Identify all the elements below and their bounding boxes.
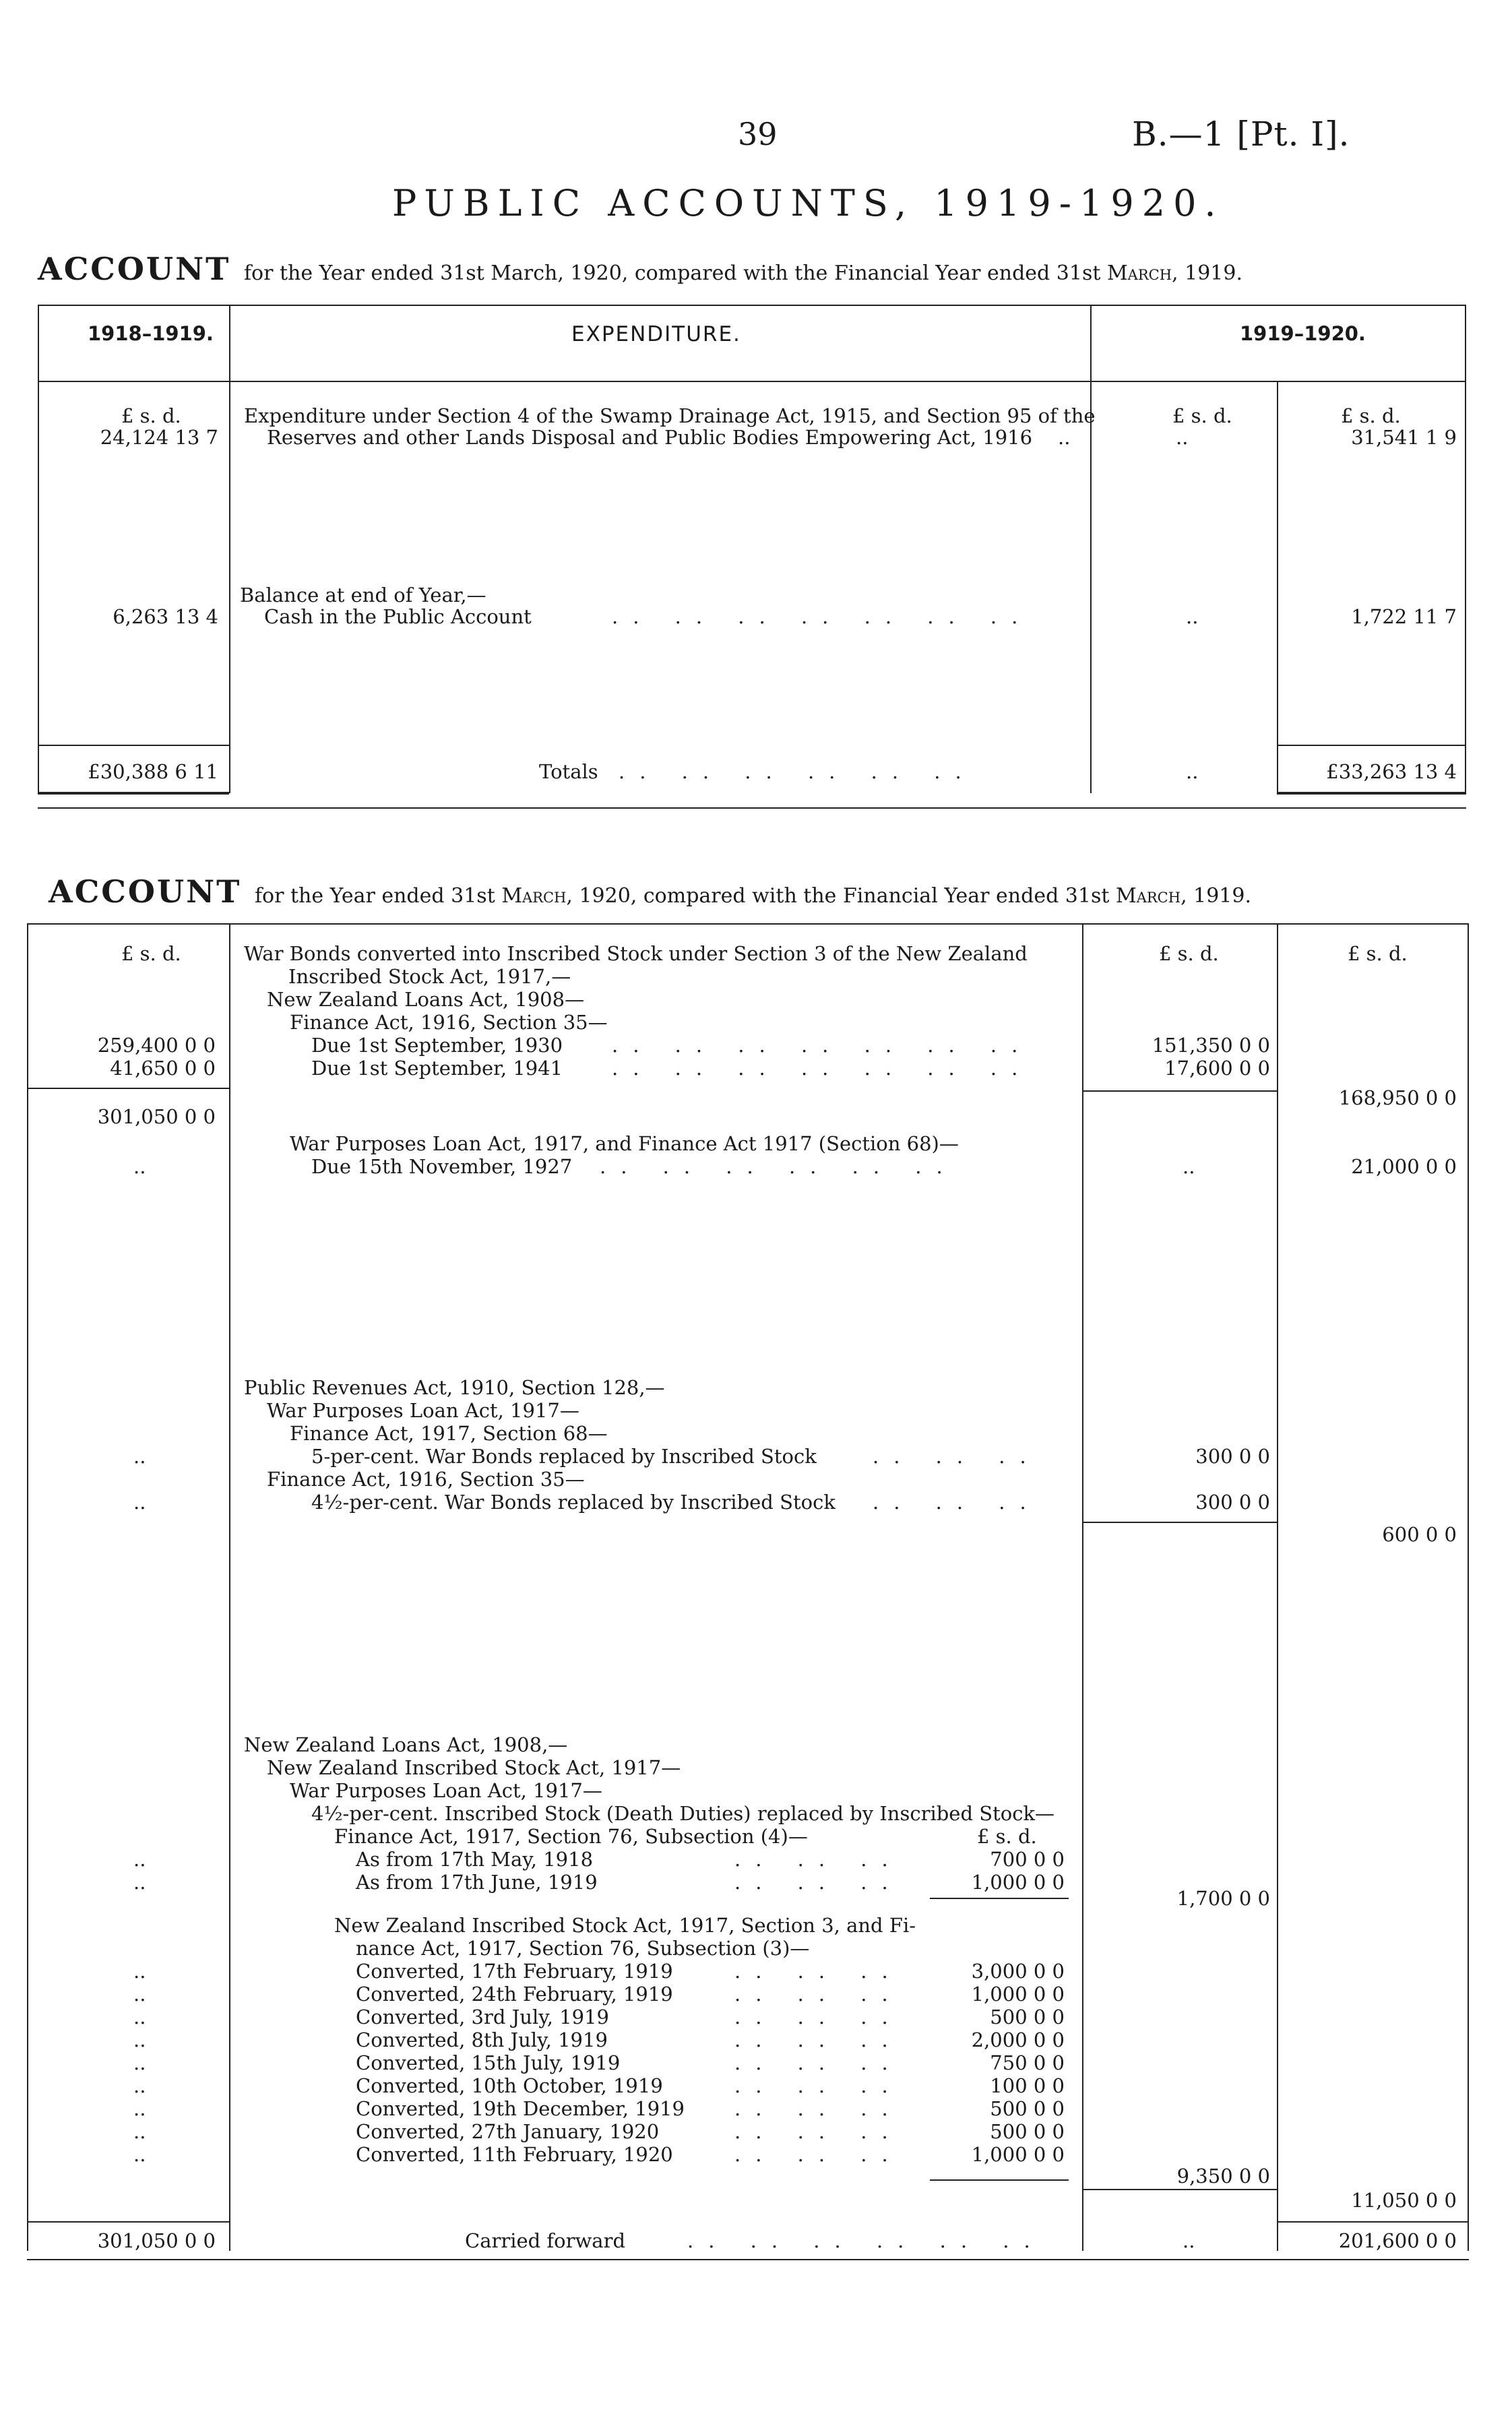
account2-warbonds-r2-prev: 41,650 0 0	[110, 1057, 216, 1080]
account2-carried-curr: 201,600 0 0	[1338, 2229, 1457, 2252]
item-label: Converted, 8th July, 1919	[356, 2028, 608, 2051]
account2-pubrev-line2: War Purposes Loan Act, 1917—	[267, 1399, 579, 1422]
account1-caption	[38, 251, 1242, 287]
account2-warbonds-subtotal-prev: 301,050 0 0	[97, 1105, 216, 1128]
item-label: As from 17th May, 1918	[356, 1848, 594, 1871]
account2-nzloans-line4: 4½-per-cent. Inscribed Stock (Death Duties) replaced by Inscribed Stock—	[311, 1802, 1055, 1825]
account2-warbonds-mid-rule	[1082, 1090, 1277, 1092]
account2-warpurposes-leaders: .. .. .. .. .. ..	[600, 1155, 957, 1178]
item-amount: 100 0 0	[990, 2074, 1065, 2097]
item-label: As from 17th June, 1919	[356, 1871, 598, 1894]
item-leaders: .. .. ..	[734, 1871, 903, 1894]
account2-pubrev-line4-prev: ..	[133, 1445, 146, 1468]
item-prev: ..	[133, 2028, 146, 2051]
account2-caption-month1: March	[501, 884, 567, 908]
account2-pubrev-line6: 4½-per-cent. War Bonds replaced by Inscribed Stock	[311, 1491, 836, 1514]
account1-curr-double-rule	[1277, 792, 1466, 795]
account2-warbonds-r1-leaders: .. .. .. .. .. .. ..	[612, 1034, 1033, 1057]
account2-pubrev-line6-leaders: .. .. ..	[873, 1491, 1041, 1514]
item-label: Converted, 27th January, 1920	[356, 2120, 660, 2143]
account2-nzloans-inner-currency: £ s. d.	[977, 1825, 1037, 1848]
account2-warbonds-r1-prev: 259,400 0 0	[97, 1034, 216, 1057]
account1-currency-right: £ s. d.	[1341, 404, 1401, 427]
account2-caption-mid: , 1920, compared with the Financial Year ended 31st	[566, 884, 1110, 908]
account2-nzloans-line3: War Purposes Loan Act, 1917—	[290, 1779, 602, 1802]
item-amount: 700 0 0	[990, 1848, 1065, 1871]
account2-carried-label: Carried forward	[465, 2229, 626, 2252]
item-leaders: .. .. ..	[734, 1848, 903, 1871]
account2-carried-curr-rule	[1277, 2221, 1469, 2223]
account1-currency-mid: £ s. d.	[1172, 404, 1232, 427]
account2-currency-left: £ s. d.	[121, 942, 181, 965]
item-leaders: .. .. ..	[734, 1960, 903, 1983]
account1-col-prev-header: 1918–1919.	[88, 322, 214, 345]
account1-row1-prev: 24,124 13 7	[100, 426, 218, 449]
account2-nzloans-subtotal-a: 1,700 0 0	[1176, 1887, 1270, 1910]
account2-warbonds-line2: Inscribed Stock Act, 1917,—	[288, 965, 571, 988]
item-prev: ..	[133, 2097, 146, 2120]
item-leaders: .. .. ..	[734, 2028, 903, 2051]
item-label: Converted, 10th October, 1919	[356, 2074, 663, 2097]
item-amount: 2,000 0 0	[971, 2028, 1065, 2051]
account1-row1-leader: ..	[1058, 426, 1071, 449]
account2-nzloans-line6: New Zealand Inscribed Stock Act, 1917, Section 3, and Fi-	[334, 1914, 916, 1937]
account1-row2-prev: 6,263 13 4	[113, 605, 218, 628]
item-amount: 1,000 0 0	[971, 1983, 1065, 2006]
account1-label: ACCOUNT	[38, 251, 231, 287]
item-amount: 1,000 0 0	[971, 2143, 1065, 2166]
account2-warbonds-r1-label: Due 1st September, 1930	[311, 1034, 563, 1057]
account2-warbonds-line4: Finance Act, 1916, Section 35—	[290, 1011, 608, 1034]
item-leaders: .. .. ..	[734, 2097, 903, 2120]
account1-row2-mid: ..	[1186, 605, 1199, 628]
account2-warbonds-line1: War Bonds converted into Inscribed Stock under Section 3 of the New Zealand	[244, 942, 1028, 965]
account2-pubrev-line4-leaders: .. .. ..	[873, 1445, 1041, 1468]
account2-warbonds-r1-mid: 151,350 0 0	[1152, 1034, 1270, 1057]
account1-total-prev: £30,388 6 11	[88, 760, 218, 783]
item-label: Converted, 11th February, 1920	[356, 2143, 673, 2166]
account2-pubrev-line6-mid: 300 0 0	[1195, 1491, 1270, 1514]
page-number: 39	[738, 116, 778, 152]
account2-carried-mid: ..	[1183, 2229, 1195, 2252]
account1-row2-leaders: .. .. .. .. .. .. ..	[612, 605, 1033, 628]
account1-total-leaders: .. .. .. .. .. ..	[619, 760, 976, 783]
account2-nzloans-inner-rule-b	[930, 2179, 1069, 2181]
item-leaders: .. .. ..	[734, 2006, 903, 2028]
account2-caption-post: , 1919.	[1180, 884, 1252, 908]
account1-row1-mid: ..	[1176, 426, 1189, 449]
account1-col-curr-header: 1919–1920.	[1240, 322, 1366, 345]
account2-nzloans-line7: nance Act, 1917, Section 76, Subsection (3)—	[356, 1937, 810, 1960]
account1-total-curr: £33,263 13 4	[1326, 760, 1457, 783]
account2-pubrev-line6-prev: ..	[133, 1491, 146, 1514]
item-leaders: .. .. ..	[734, 2143, 903, 2166]
account2-nzloans-line1: New Zealand Loans Act, 1908,—	[244, 1733, 568, 1756]
account1-col-divider-3	[1277, 381, 1278, 793]
account2-label: ACCOUNT	[49, 873, 242, 910]
account2-nzloans-line2: New Zealand Inscribed Stock Act, 1917—	[267, 1756, 681, 1779]
account1-right-rule	[1465, 305, 1466, 793]
page-title: PUBLIC ACCOUNTS, 1919-1920.	[392, 182, 1224, 224]
account2-warpurposes-line2: Due 15th November, 1927	[311, 1155, 573, 1178]
account2-pubrev-line3: Finance Act, 1917, Section 68—	[290, 1422, 608, 1445]
account2-warbonds-r2-leaders: .. .. .. .. .. .. ..	[612, 1057, 1033, 1080]
account2-carried-prev-rule	[27, 2221, 229, 2223]
account2-currency-mid: £ s. d.	[1159, 942, 1219, 965]
account2-pubrev-line4: 5-per-cent. War Bonds replaced by Inscribed Stock	[311, 1445, 817, 1468]
account2-warbonds-r2-mid: 17,600 0 0	[1164, 1057, 1270, 1080]
account1-left-rule	[38, 305, 39, 793]
account1-caption-post: , 1919.	[1172, 261, 1243, 285]
item-prev: ..	[133, 1960, 146, 1983]
account1-caption-pre: for the Year ended 31st March, 1920, compared with the Financial Year ended 31st	[243, 261, 1101, 285]
account1-row1-line2: Reserves and other Lands Disposal and Public Bodies Empowering Act, 1916	[267, 426, 1033, 449]
account2-nzloans-inner-rule-a	[930, 1898, 1069, 1899]
account2-caption-pre: for the Year ended 31st	[254, 884, 495, 908]
account2-warbonds-r2-label: Due 1st September, 1941	[311, 1057, 563, 1080]
item-label: Converted, 19th December, 1919	[356, 2097, 685, 2120]
account2-pubrev-line5: Finance Act, 1916, Section 35—	[267, 1468, 585, 1491]
account2-warpurposes-prev: ..	[133, 1155, 146, 1178]
account2-warpurposes-mid: ..	[1183, 1155, 1195, 1178]
account1-row1-line1: Expenditure under Section 4 of the Swamp Drainage Act, 1915, and Section 95 of the	[244, 404, 1096, 427]
item-amount: 3,000 0 0	[971, 1960, 1065, 1983]
account1-total-label: Totals	[539, 760, 598, 783]
account2-nzloans-subtotal-b: 9,350 0 0	[1176, 2165, 1270, 2188]
item-amount: 500 0 0	[990, 2120, 1065, 2143]
account2-pubrev-mid-rule	[1082, 1522, 1277, 1523]
account1-row2-line2: Cash in the Public Account	[264, 605, 532, 628]
item-prev: ..	[133, 2006, 146, 2028]
account2-warpurposes-line1: War Purposes Loan Act, 1917, and Finance Act 1917 (Section 68)—	[290, 1132, 959, 1155]
item-leaders: .. .. ..	[734, 2074, 903, 2097]
item-amount: 1,000 0 0	[971, 1871, 1065, 1894]
item-prev: ..	[133, 2143, 146, 2166]
account2-pubrev-line4-mid: 300 0 0	[1195, 1445, 1270, 1468]
item-label: Converted, 3rd July, 1919	[356, 2006, 609, 2028]
account1-total-mid: ..	[1186, 760, 1199, 783]
account1-col-divider-2	[1090, 305, 1092, 793]
account1-prev-total-rule	[38, 745, 229, 746]
item-prev: ..	[133, 2051, 146, 2074]
account2-caption	[49, 873, 1251, 910]
account2-bottom-rule	[27, 2259, 1469, 2260]
account2-warbonds-line3: New Zealand Loans Act, 1908—	[267, 988, 585, 1011]
item-label: Converted, 17th February, 1919	[356, 1960, 673, 1983]
item-prev: ..	[133, 2074, 146, 2097]
account2-warpurposes-curr: 21,000 0 0	[1351, 1155, 1457, 1178]
account2-right-rule	[1468, 923, 1469, 2251]
item-prev: ..	[133, 1983, 146, 2006]
account2-nzloans-curr: 11,050 0 0	[1351, 2189, 1457, 2212]
account2-nzloans-line5: Finance Act, 1917, Section 76, Subsection (4)—	[334, 1825, 808, 1848]
item-amount: 750 0 0	[990, 2051, 1065, 2074]
item-prev: ..	[133, 2120, 146, 2143]
item-label: Converted, 24th February, 1919	[356, 1983, 673, 2006]
account2-pubrev-curr: 600 0 0	[1382, 1523, 1457, 1546]
account1-caption-month: March	[1106, 261, 1172, 285]
item-leaders: .. .. ..	[734, 2051, 903, 2074]
account2-col-divider-2	[1082, 923, 1083, 2251]
account2-nzloans-mid-rule	[1082, 2189, 1277, 2190]
account1-prev-double-rule	[38, 792, 229, 795]
account2-carried-prev: 301,050 0 0	[97, 2229, 216, 2252]
account1-col-mid-header: EXPENDITURE.	[571, 322, 741, 346]
account2-pubrev-line1: Public Revenues Act, 1910, Section 128,—	[244, 1376, 665, 1399]
account2-top-rule	[27, 923, 1469, 925]
item-prev: ..	[133, 1848, 146, 1871]
account1-top-rule	[38, 305, 1466, 306]
account1-currency-left: £ s. d.	[121, 404, 181, 427]
item-amount: 500 0 0	[990, 2006, 1065, 2028]
item-leaders: .. .. ..	[734, 2120, 903, 2143]
account1-row1-curr: 31,541 1 9	[1351, 426, 1457, 449]
account2-caption-month2: March	[1115, 884, 1181, 908]
item-label: Converted, 15th July, 1919	[356, 2051, 621, 2074]
account2-col-divider-1	[229, 923, 230, 2251]
item-amount: 500 0 0	[990, 2097, 1065, 2120]
item-prev: ..	[133, 1871, 146, 1894]
account2-warbonds-prev-rule	[27, 1088, 229, 1089]
account2-carried-leaders: .. .. .. .. .. ..	[687, 2229, 1045, 2252]
account1-bottom-rule	[38, 807, 1466, 809]
account2-col-divider-3	[1277, 923, 1278, 2251]
account1-col-divider-1	[229, 305, 230, 793]
account1-header-rule	[38, 381, 1466, 382]
account1-curr-total-rule	[1277, 745, 1466, 746]
account2-warbonds-subtotal-curr: 168,950 0 0	[1338, 1086, 1457, 1109]
item-leaders: .. .. ..	[734, 1983, 903, 2006]
account1-row2-line1: Balance at end of Year,—	[240, 584, 486, 607]
account2-currency-right: £ s. d.	[1348, 942, 1408, 965]
account1-row2-curr: 1,722 11 7	[1351, 605, 1457, 628]
document-reference: B.—1 [Pt. I].	[1132, 115, 1350, 154]
